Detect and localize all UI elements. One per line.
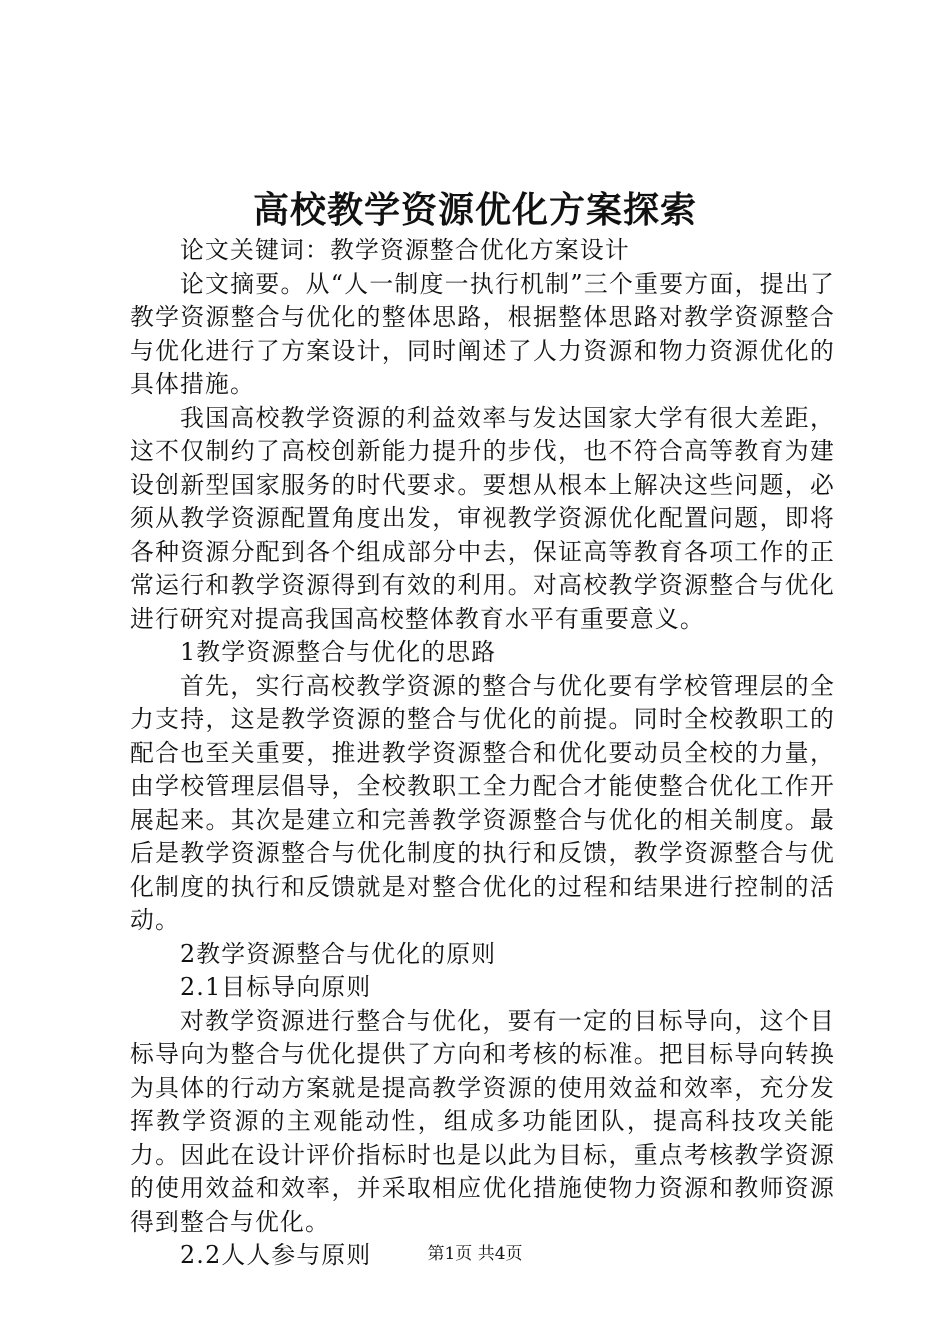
document-title: 高校教学资源优化方案探索: [252, 189, 697, 231]
subsection-heading-2-1: 2.1目标导向原则: [179, 973, 372, 1001]
subsection-heading-2-2: 2.2人人参与原则: [179, 1241, 372, 1269]
section-1-paragraph: 首先，实行高校教学资源的整合与优化要有学校管理层的全力支持，这是教学资源的整合与优化的前提。同时全校教职工的配合也至关重要，推进教学资源整合和优化要动员全校的力量，由学校管理层倡导，全校教职工全力配合才能使整合优化工作开展起来。其次是建立和完善教学资源整合与优化的相关制度。最后是教学资源整合与优化制度的执行和反馈，教学资源整合与优化制度的执行和反馈就是对整合优化的过程和结果进行控制的活动。: [130, 671, 835, 934]
keywords-paragraph: 论文关键词：教学资源整合优化方案设计: [179, 236, 630, 264]
subsection-2-1-paragraph: 对教学资源进行整合与优化，要有一定的目标导向，这个目标导向为整合与优化提供了方向和考核的标准。把目标导向转换为具体的行动方案就是提高教学资源的使用效益和效率，充分发挥教学资源的主观能动性，组成多功能团队，提高科技攻关能力。因此在设计评价指标时也是以此为目标，重点考核教学资源的使用效益和效率，并采取相应优化措施使物力资源和教师资源得到整合与优化。: [130, 1006, 835, 1236]
section-heading-1: 1教学资源整合与优化的思路: [179, 638, 497, 666]
section-heading-2: 2教学资源整合与优化的原则: [179, 939, 497, 968]
abstract-paragraph: 论文摘要。从“人一制度一执行机制”三个重要方面，提出了教学资源整合与优化的整体思路，根据整体思路对教学资源整合与优化进行了方案设计，同时阐述了人力资源和物力资源优化的具体措施。: [130, 269, 835, 398]
page-footer: 第1页 共4页: [427, 1244, 523, 1264]
document-body: [130, 234, 835, 1273]
intro-paragraph: 我国高校教学资源的利益效率与发达国家大学有很大差距，这不仅制约了高校创新能力提升的步伐，也不符合高等教育为建设创新型国家服务的时代要求。要想从根本上解决这些问题，必须从教学资源配置角度出发，审视教学资源优化配置问题，即将各种资源分配到各个组成部分中去，保证高等教育各项工作的正常运行和教学资源得到有效的利用。对高校教学资源整合与优化进行研究对提高我国高校整体教育水平有重要意义。: [130, 403, 835, 633]
